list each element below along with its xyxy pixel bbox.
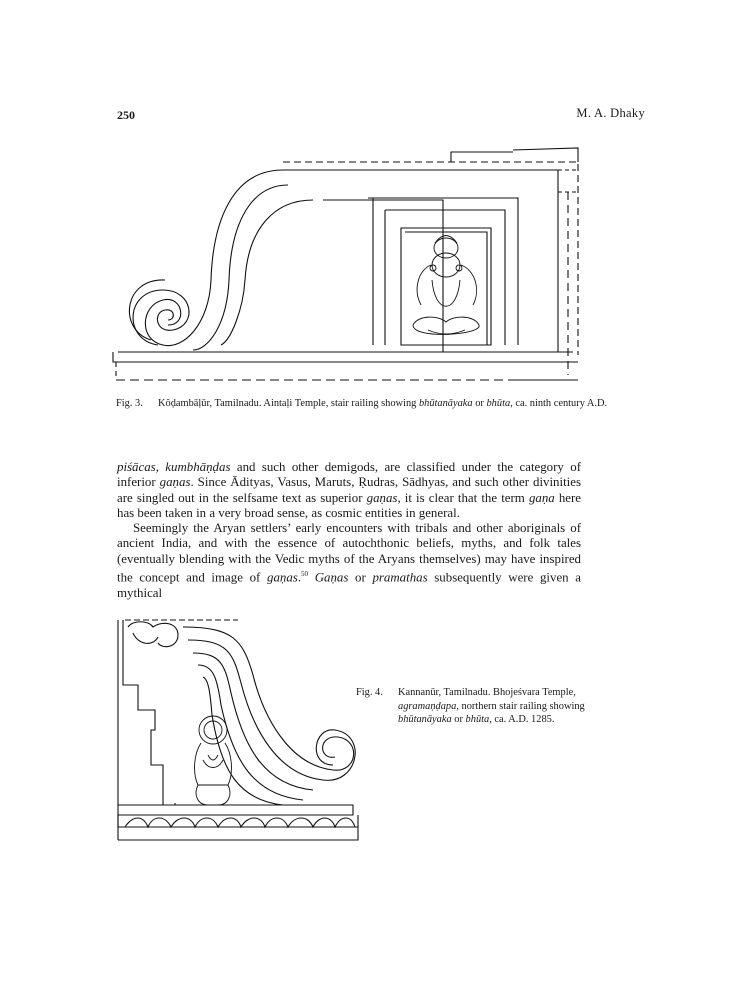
figure-3-label: Fig. 3.: [116, 398, 143, 409]
term: gaṇa: [528, 490, 555, 505]
figure-3-caption-text: Kôḍambāḷūr, Tamilnadu. Aintaḷi Temple, stair railing showing: [158, 398, 419, 409]
figure-4-caption-term: agramaṇḍapa: [398, 700, 457, 712]
figure-4-caption-text: Kannanūr, Tamilnadu. Bhojeśvara Temple,: [398, 687, 576, 698]
page-number: 250: [117, 108, 135, 122]
text: subsequently were given a mythical: [117, 570, 581, 600]
text: here has been taken in a very broad sense, as cosmic entities in general.: [117, 490, 582, 520]
term: piśācas: [117, 460, 156, 474]
figure-3-caption-term: bhūtanāyaka: [418, 398, 473, 409]
text: , it is clear that the term: [397, 490, 529, 505]
figure-4-caption: [356, 686, 598, 727]
text: or: [348, 570, 373, 585]
term: Gaṇas: [314, 570, 349, 585]
text: ,: [155, 460, 166, 474]
figure-3-caption-text: , ca. ninth century A.D.: [510, 398, 608, 409]
figure-4-caption-text: , ca. A.D. 1285.: [489, 714, 555, 725]
text: and such other demigods, are classified under the category of inferior: [117, 460, 581, 490]
paragraph-1: [117, 460, 581, 521]
text: .: [297, 570, 302, 585]
term: gaṇas: [267, 570, 298, 585]
footnote-ref[interactable]: 50: [301, 570, 309, 579]
figure-4-caption-text: or: [451, 714, 466, 725]
figure-3-caption: [116, 397, 608, 411]
term: kumbhāṇḍas: [165, 460, 231, 474]
paragraph-2: [117, 521, 581, 601]
text: . Since Ādityas, Vasus, Maruts, Ṛudras, Sādhyas, and such other divinities are singled out in the selfsame text as superior: [117, 475, 581, 505]
figure-3-caption-text: or: [472, 398, 487, 409]
text: [308, 570, 315, 584]
figure-4-label: Fig. 4.: [356, 687, 383, 698]
figure-4-caption-term: bhūta: [465, 714, 490, 725]
term: gaṇas: [366, 490, 398, 505]
figure-3-drawing: [113, 140, 583, 385]
figure-4-caption-term: bhūtanāyaka: [398, 714, 452, 725]
term: gaṇas: [159, 475, 191, 490]
body-text: [117, 460, 581, 601]
figure-4-caption-text: , northern stair railing showing: [456, 700, 585, 712]
text: Seemingly the Aryan settlers’ early encounters with tribals and other aboriginals of ancient India, and with the essence of autochthonic beliefs, myths, and folk tales (eventually blending with the Vedic myths of the Aryans themselves) may have inspired the concept and image of: [117, 521, 581, 585]
running-head-author: M. A. Dhaky: [576, 106, 645, 120]
figure-4-drawing: [113, 615, 363, 855]
figure-3-caption-term: bhūta: [486, 398, 511, 409]
term: pramathas: [372, 570, 428, 585]
